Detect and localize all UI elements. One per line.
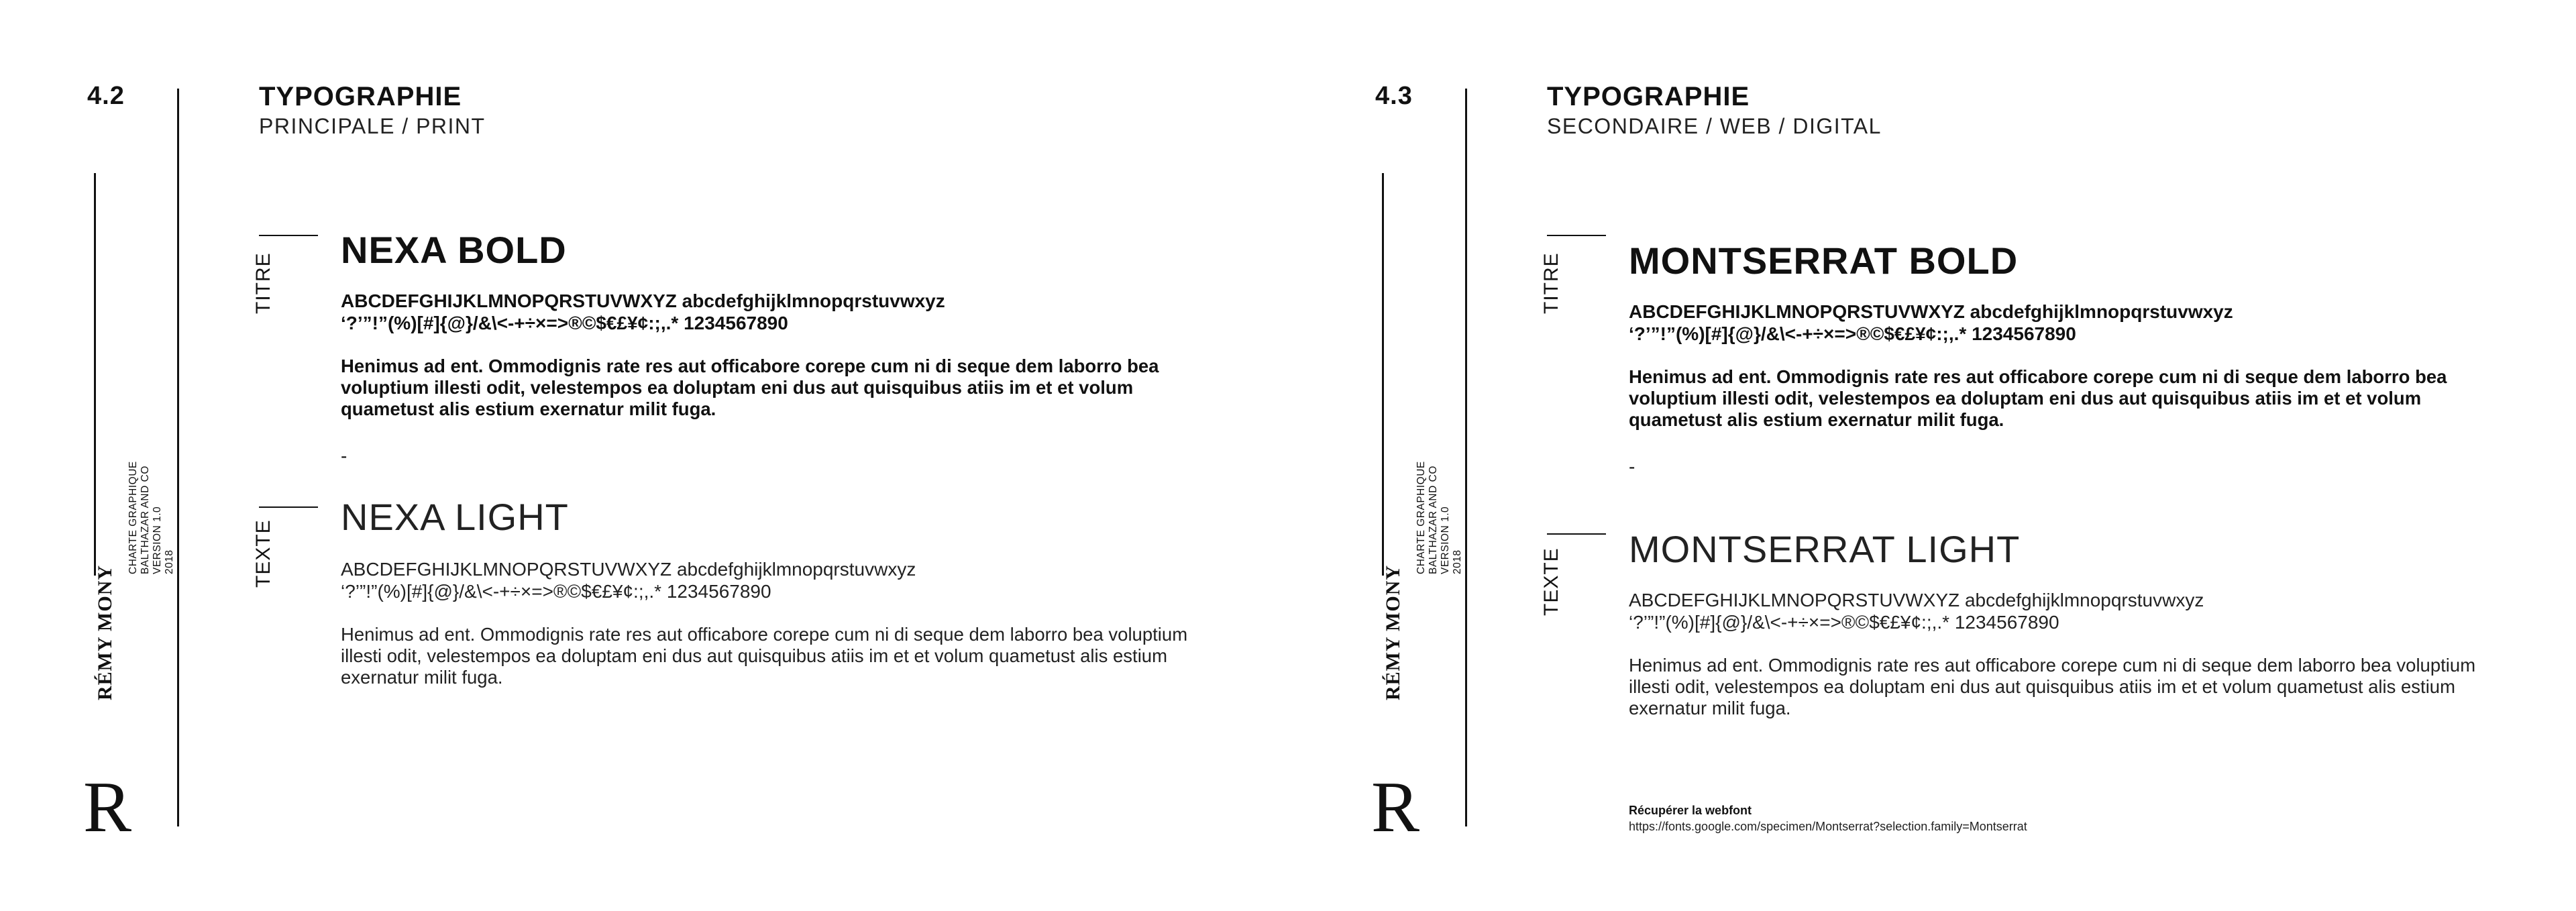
page-subtitle: SECONDAIRE / WEB / DIGITAL: [1547, 114, 1882, 138]
brand-name: RÉMY MONY: [1382, 564, 1404, 700]
texte-rule: [1547, 533, 1606, 535]
separator-dash: -: [341, 445, 347, 466]
page-typography-primary: 4.2 CHARTE GRAPHIQUE BALTHAZAR AND CO VERSION 1.0 2018 RÉMY MONY R TYPOGRAPHIE PRINCIPALE / PRINT TITRE NEXA BOLD ABCDEFGHIJKLMNOPQRSTUVWXYZ abcdefghijklmnopqrstuvwxyz ‘?’”!”(%)[#]{@}/&\<-+÷×=>®©$€£¥¢:;,.* 1234567890 Henimus ad ent. Ommodignis rate res aut officabore corepe cum ni di seque dem laborro bea voluptium illesti odit, velestempos ea doluptam eni dus aut quisquibus atiis im et et volum quametust alis estium exernatur milit fuga. - TEXTE NEXA LIGHT ABCDEFGHIJKLMNOPQRSTUVWXYZ abcdefghijklmnopqrstuvwxyz ‘?’”!”(%)[#]{@}/&\<-+÷×=>®©$€£¥¢:;,.* 1234567890 Henimus ad ent. Ommodignis rate res aut officabore corepe cum ni di seque dem laborro bea voluptium illesti odit, velestempos ea doluptam eni dus aut quisquibus atiis im et et volum quametust alis estium exernatur milit fuga.: [0, 0, 1288, 911]
titre-rule: [1547, 235, 1606, 236]
brand-logo: R: [1371, 767, 1420, 847]
titre-rule: [259, 235, 318, 236]
light-glyphs-alphabet: ABCDEFGHIJKLMNOPQRSTUVWXYZ abcdefghijklmnopqrstuvwxyz: [341, 559, 916, 580]
bold-font-name: NEXA BOLD: [341, 229, 567, 271]
page-subtitle: PRINCIPALE / PRINT: [259, 114, 486, 138]
light-paragraph: Henimus ad ent. Ommodignis rate res aut officabore corepe cum ni di seque dem laborro bea voluptium illesti odit, velestempos ea doluptam eni dus aut quisquibus atiis im et et volum quametust alis estium exernatur milit fuga.: [1629, 655, 2476, 718]
meta-line: CHARTE GRAPHIQUE: [1415, 461, 1427, 574]
light-font-name: MONTSERRAT LIGHT: [1629, 528, 2021, 570]
light-glyphs-symbols: ‘?’”!”(%)[#]{@}/&\<-+÷×=>®©$€£¥¢:;,.* 1234567890: [341, 581, 771, 602]
bold-paragraph: Henimus ad ent. Ommodignis rate res aut officabore corepe cum ni di seque dem laborro bea voluptium illesti odit, velestempos ea doluptam eni dus aut quisquibus atiis im et et volum quametust alis estium exernatur milit fuga.: [341, 356, 1159, 419]
meta-line: BALTHAZAR AND CO: [140, 466, 151, 574]
texte-rule: [259, 506, 318, 508]
webfont-link[interactable]: https://fonts.google.com/specimen/Montserrat?selection.family=Montserrat: [1629, 820, 2027, 833]
bold-glyphs-alphabet: ABCDEFGHIJKLMNOPQRSTUVWXYZ abcdefghijklmnopqrstuvwxyz: [1629, 301, 2233, 322]
page-title: TYPOGRAPHIE: [259, 82, 462, 111]
sidebar-divider: [94, 173, 96, 576]
light-font-name: NEXA LIGHT: [341, 496, 569, 538]
meta-line: CHARTE GRAPHIQUE: [127, 461, 139, 574]
meta-line: VERSION 1.0: [1440, 506, 1451, 574]
brand-logo: R: [83, 767, 132, 847]
meta-line: 2018: [164, 549, 175, 574]
light-glyphs-alphabet: ABCDEFGHIJKLMNOPQRSTUVWXYZ abcdefghijklmnopqrstuvwxyz: [1629, 590, 2204, 610]
section-number: 4.2: [87, 82, 125, 110]
sidebar-divider: [1382, 173, 1384, 576]
meta-line: BALTHAZAR AND CO: [1428, 466, 1439, 574]
bold-font-name: MONTSERRAT BOLD: [1629, 239, 2019, 282]
light-paragraph: Henimus ad ent. Ommodignis rate res aut officabore corepe cum ni di seque dem laborro bea voluptium illesti odit, velestempos ea doluptam eni dus aut quisquibus atiis im et et volum quametust alis estium exernatur milit fuga.: [341, 624, 1188, 688]
webfont-title: Récupérer la webfont: [1629, 804, 1752, 817]
page-typography-secondary: 4.3 CHARTE GRAPHIQUE BALTHAZAR AND CO VERSION 1.0 2018 RÉMY MONY R TYPOGRAPHIE SECONDAIRE / WEB / DIGITAL TITRE MONTSERRAT BOLD ABCDEFGHIJKLMNOPQRSTUVWXYZ abcdefghijklmnopqrstuvwxyz ‘?’”!”(%)[#]{@}/&\<-+÷×=>®©$€£¥¢:;,.* 1234567890 Henimus ad ent. Ommodignis rate res aut officabore corepe cum ni di seque dem laborro bea voluptium illesti odit, velestempos ea doluptam eni dus aut quisquibus atiis im et et volum quametust alis estium exernatur milit fuga. - TEXTE MONTSERRAT LIGHT ABCDEFGHIJKLMNOPQRSTUVWXYZ abcdefghijklmnopqrstuvwxyz ‘?’”!”(%)[#]{@}/&\<-+÷×=>®©$€£¥¢:;,.* 1234567890 Henimus ad ent. Ommodignis rate res aut officabore corepe cum ni di seque dem laborro bea voluptium illesti odit, velestempos ea doluptam eni dus aut quisquibus atiis im et et volum quametust alis estium exernatur milit fuga. Récupérer la webfont https://fonts.google.com/specimen/Montserrat?selection.family=Montserrat: [1288, 0, 2576, 911]
page-title: TYPOGRAPHIE: [1547, 82, 1750, 111]
bold-glyphs-symbols: ‘?’”!”(%)[#]{@}/&\<-+÷×=>®©$€£¥¢:;,.* 1234567890: [1629, 323, 2076, 344]
document-meta: [127, 456, 235, 576]
bold-glyphs-alphabet: ABCDEFGHIJKLMNOPQRSTUVWXYZ abcdefghijklmnopqrstuvwxyz: [341, 290, 945, 311]
bold-paragraph: Henimus ad ent. Ommodignis rate res aut officabore corepe cum ni di seque dem laborro bea voluptium illesti odit, velestempos ea doluptam eni dus aut quisquibus atiis im et et volum quametust alis estium exernatur milit fuga.: [1629, 366, 2447, 430]
section-number: 4.3: [1375, 82, 1413, 110]
bold-glyphs-symbols: ‘?’”!”(%)[#]{@}/&\<-+÷×=>®©$€£¥¢:;,.* 1234567890: [341, 313, 788, 333]
meta-line: VERSION 1.0: [152, 506, 163, 574]
document-meta: [1415, 456, 1523, 576]
meta-line: 2018: [1452, 549, 1463, 574]
separator-dash: -: [1629, 456, 1635, 477]
light-glyphs-symbols: ‘?’”!”(%)[#]{@}/&\<-+÷×=>®©$€£¥¢:;,.* 1234567890: [1629, 612, 2059, 633]
brand-name: RÉMY MONY: [94, 564, 116, 700]
